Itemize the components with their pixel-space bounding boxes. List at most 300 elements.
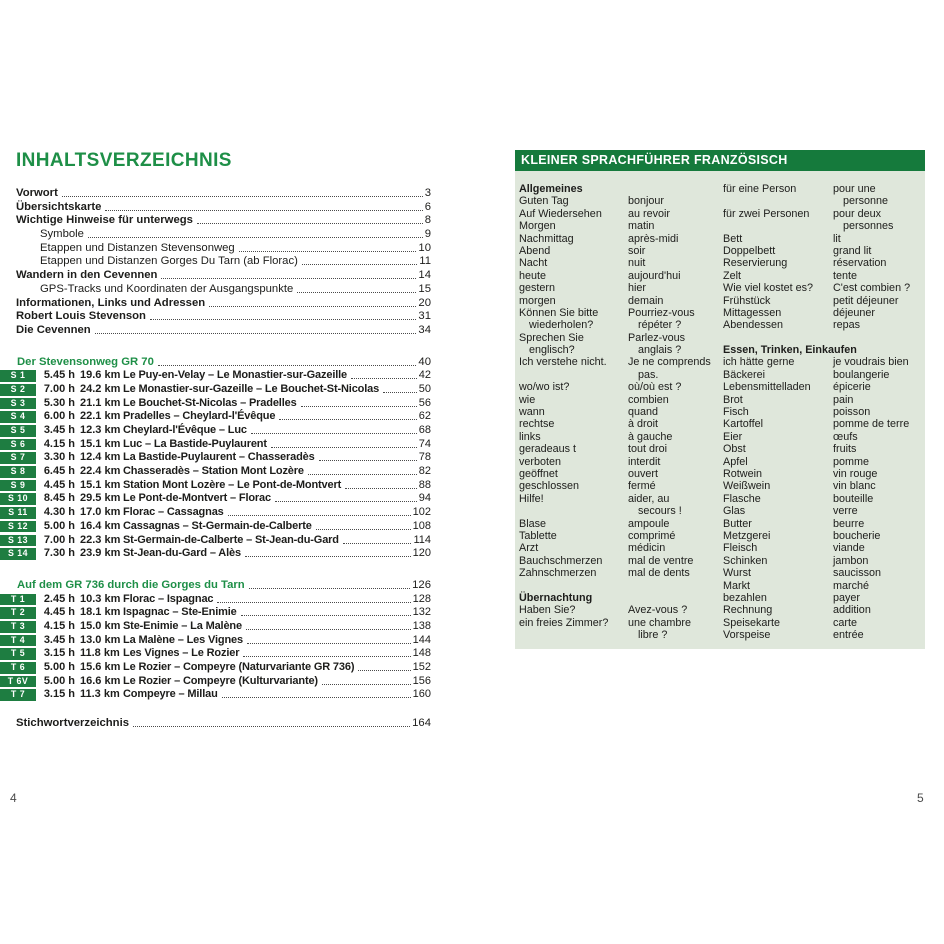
phrase-french: viande — [833, 542, 865, 555]
stage-row — [0, 451, 431, 465]
phrase-french: matin — [628, 220, 655, 233]
phrase-french: soir — [628, 244, 646, 257]
toc-entry-page: 3 — [424, 187, 431, 199]
stage-time: 2.45 h — [43, 592, 75, 605]
phrase-french: déjeuner — [833, 306, 876, 319]
phrase-german: geöffnet — [519, 467, 558, 480]
phrase-german: Hilfe! — [519, 492, 544, 505]
stage-time: 4.15 h — [43, 437, 75, 450]
stage-row — [0, 506, 431, 520]
phrase-german — [519, 369, 628, 381]
stage-distance: 15.1 km — [80, 478, 121, 491]
stage-page: 50 — [418, 382, 431, 395]
phrase-french: comprimé — [628, 529, 676, 542]
phrase-french: pour deux — [833, 207, 882, 220]
dot-leader — [150, 310, 416, 320]
stage-distance: 23.9 km — [80, 547, 121, 560]
stage-row — [0, 634, 431, 648]
stage-distance: 19.6 km — [80, 369, 121, 382]
phrase-row — [519, 542, 723, 554]
phrase-german: für zwei Personen — [723, 207, 810, 220]
phrase-row — [519, 183, 723, 195]
phrase-german: bezahlen — [723, 591, 767, 604]
dot-leader — [271, 438, 417, 448]
phrase-row — [723, 332, 925, 344]
phrase-french: ampoule — [628, 517, 670, 530]
phrase-french: poisson — [833, 406, 871, 419]
dot-leader — [308, 465, 417, 475]
phrase-row — [723, 220, 925, 232]
phrase-german: Haben Sie? — [519, 604, 576, 617]
phrase-german: Frühstück — [723, 294, 771, 307]
toc-entry-label: Etappen und Distanzen Gorges Du Tarn (ab Florac) — [40, 255, 298, 268]
stage-page: 108 — [412, 519, 431, 532]
phrase-german: Blase — [519, 517, 547, 530]
stage-route: La Bastide-Puylaurent – Chasseradès — [123, 451, 315, 464]
phrase-french: médicin — [628, 542, 666, 555]
phrase-row — [519, 493, 723, 505]
phrase-german: Auf Wiedersehen — [519, 207, 602, 220]
phrase-french: pomme — [833, 455, 870, 468]
dot-leader — [275, 492, 417, 502]
phrase-french: pain — [833, 393, 854, 406]
phrase-german: Markt — [723, 579, 750, 592]
phrase-french: quand — [628, 406, 659, 419]
phrase-french: pas. — [638, 368, 659, 381]
phrase-row — [519, 257, 723, 269]
phrase-row — [519, 394, 723, 406]
phrase-row — [519, 270, 723, 282]
stage-route: St-Germain-de-Calberte – St-Jean-du-Gard — [123, 533, 339, 546]
phrase-row — [723, 542, 925, 554]
phrase-french: une chambre — [628, 616, 692, 629]
phrase-row — [723, 208, 925, 220]
phrase-french: jambon — [833, 554, 869, 567]
phrase-german: Allgemeines — [519, 183, 583, 195]
stage-badge: T 1 — [0, 594, 36, 606]
stage-time: 3.30 h — [43, 451, 75, 464]
dot-leader — [197, 214, 423, 224]
dot-leader — [245, 547, 411, 557]
stage-page: 138 — [412, 619, 431, 632]
stage-route: Pradelles – Cheylard-l'Évêque — [123, 410, 276, 423]
toc-index-entry — [0, 717, 431, 731]
phrase-german: Metzgerei — [723, 529, 771, 542]
stage-page: 42 — [418, 369, 431, 382]
toc-entry — [0, 283, 431, 297]
phrase-german: Lebensmittelladen — [723, 381, 811, 394]
phrase-german: Zahnschmerzen — [519, 567, 597, 580]
toc-entry — [0, 201, 431, 215]
section-stages — [0, 593, 431, 703]
stage-badge: T 7 — [0, 689, 36, 701]
phrase-row — [723, 295, 925, 307]
stage-distance: 17.0 km — [80, 506, 121, 519]
phrase-german: Essen, Trinken, Einkaufen — [723, 344, 857, 357]
phrase-german: Glas — [723, 505, 746, 518]
phrase-german: Reservierung — [723, 257, 788, 270]
phrase-french: vin rouge — [833, 467, 878, 480]
stage-route: Luc – La Bastide-Puylaurent — [123, 437, 267, 450]
phrase-french: bonjour — [628, 195, 665, 208]
stage-row — [0, 593, 431, 607]
phrase-row — [723, 443, 925, 455]
dot-leader — [95, 324, 417, 334]
stage-row — [0, 465, 431, 479]
stage-page: 56 — [418, 396, 431, 409]
phrase-row — [519, 530, 723, 542]
stage-distance: 15.1 km — [80, 437, 121, 450]
toc-entry — [0, 228, 431, 242]
phrase-german: Schinken — [723, 554, 768, 567]
phrase-german: Brot — [723, 393, 743, 406]
stage-badge: S 1 — [0, 370, 36, 382]
phrase-german — [519, 505, 628, 517]
stage-badge: S 4 — [0, 411, 36, 423]
stage-page: 78 — [418, 451, 431, 464]
stage-badge: S 2 — [0, 384, 36, 396]
stage-row — [0, 661, 431, 675]
toc-title: INHALTSVERZEICHNIS — [16, 150, 232, 171]
stage-time: 8.45 h — [43, 492, 75, 505]
toc-entry-label: Symbole — [40, 228, 84, 241]
dot-leader — [345, 479, 417, 489]
phrase-french: pomme de terre — [833, 418, 910, 431]
phrase-german: Bett — [723, 232, 743, 245]
phrase-german: wann — [519, 406, 545, 419]
phrase-french: Avez-vous ? — [628, 604, 688, 617]
stage-route: Le Rozier – Compeyre (Naturvariante GR 736) — [123, 661, 355, 673]
phrase-row — [723, 580, 925, 592]
phrase-german: Nacht — [519, 257, 548, 270]
phrase-row — [723, 319, 925, 331]
stage-row — [0, 606, 431, 620]
section-heading-page: 126 — [412, 578, 431, 591]
toc-entry-page: 15 — [418, 282, 431, 295]
phrase-row — [723, 518, 925, 530]
dot-leader — [316, 520, 411, 530]
phrase-german: Mittagessen — [723, 306, 782, 319]
phrase-row — [519, 443, 723, 455]
phrase-german — [723, 220, 833, 232]
section-heading-label: Der Stevensonweg GR 70 — [17, 355, 154, 368]
stage-distance: 11.3 km — [80, 688, 120, 701]
phrase-german: Doppelbett — [723, 244, 776, 257]
phrase-french: Pourriez-vous — [628, 306, 695, 319]
toc-entry — [0, 242, 431, 256]
dot-leader — [222, 688, 411, 698]
phrase-french: boucherie — [833, 529, 881, 542]
stage-distance: 22.1 km — [80, 410, 121, 423]
toc-entry-page: 31 — [418, 310, 431, 323]
phrase-french: nuit — [628, 257, 646, 270]
stage-distance: 12.3 km — [80, 424, 121, 436]
phrase-german: Abend — [519, 244, 551, 257]
phrase-french: C'est combien ? — [833, 282, 911, 295]
toc-entry — [0, 214, 431, 228]
stage-badge: S 13 — [0, 535, 36, 547]
stage-distance: 11.8 km — [80, 647, 120, 660]
phrase-row — [519, 567, 723, 579]
phrase-row — [519, 344, 723, 356]
phrase-german: Übernachtung — [519, 591, 593, 604]
phrase-german — [723, 332, 833, 344]
phrase-row — [723, 418, 925, 430]
phrase-german: Morgen — [519, 220, 556, 233]
stage-badge: T 2 — [0, 607, 36, 619]
phrase-german: Fisch — [723, 406, 749, 419]
phrase-row — [723, 245, 925, 257]
dot-leader — [358, 661, 410, 671]
stage-distance: 16.6 km — [80, 674, 121, 687]
stage-distance: 13.0 km — [80, 633, 121, 646]
stage-route: Le Pont-de-Montvert – Florac — [123, 492, 271, 505]
phrase-german: links — [519, 430, 541, 443]
stage-distance: 29.5 km — [80, 492, 121, 505]
dot-leader — [302, 255, 417, 265]
stage-route: Florac – Cassagnas — [123, 506, 224, 519]
stage-distance: 15.6 km — [80, 661, 121, 673]
dot-leader — [319, 451, 417, 461]
dot-leader — [239, 242, 417, 252]
toc-sections — [0, 356, 431, 703]
stage-badge: S 3 — [0, 398, 36, 410]
stage-distance: 15.0 km — [80, 619, 121, 632]
stage-time: 4.15 h — [43, 619, 75, 632]
stage-badge: T 5 — [0, 648, 36, 660]
phrase-row — [723, 567, 925, 579]
phrase-german: rechtse — [519, 418, 555, 431]
stage-time: 3.45 h — [43, 424, 75, 436]
phrase-french: demain — [628, 294, 664, 307]
stage-page: 68 — [418, 424, 431, 436]
phrase-row — [519, 356, 723, 368]
phrase-german: für eine Person — [723, 183, 797, 195]
phrase-french: pour une — [833, 183, 876, 195]
page-number-left: 4 — [10, 791, 17, 805]
stage-time: 4.45 h — [43, 478, 75, 491]
phrase-row — [519, 233, 723, 245]
phrase-row — [519, 381, 723, 393]
stage-time: 5.45 h — [43, 369, 75, 382]
phrase-row — [723, 592, 925, 604]
stage-badge: S 12 — [0, 521, 36, 533]
toc-entry — [0, 255, 431, 269]
phrase-row — [723, 505, 925, 517]
stage-page: 156 — [412, 674, 431, 687]
dot-leader — [217, 593, 410, 603]
phrase-row — [519, 555, 723, 567]
phrase-french: ouvert — [628, 467, 659, 480]
phrase-row — [723, 493, 925, 505]
stage-row — [0, 547, 431, 561]
stage-time: 5.00 h — [43, 661, 75, 673]
phrase-german: Nachmittag — [519, 232, 574, 245]
phrase-row — [723, 183, 925, 195]
phrase-row — [519, 456, 723, 468]
stage-route: Compeyre – Millau — [123, 688, 218, 701]
phrase-row — [519, 406, 723, 418]
phrase-french: payer — [833, 591, 861, 604]
toc-entry-page: 34 — [418, 323, 431, 336]
toc-entry-label: Wichtige Hinweise für unterwegs — [16, 214, 193, 227]
stage-distance: 18.1 km — [80, 606, 121, 619]
phrase-row — [723, 270, 925, 282]
phrase-row — [519, 369, 723, 381]
stage-time: 3.45 h — [43, 633, 75, 646]
stage-distance: 22.4 km — [80, 465, 121, 478]
phrase-german — [723, 195, 833, 207]
phrase-row — [723, 604, 925, 616]
phrase-row — [723, 555, 925, 567]
phrase-german: Speisekarte — [723, 616, 781, 629]
section-heading-label: Auf dem GR 736 durch die Gorges du Tarn — [17, 578, 245, 591]
phrase-german: wie — [519, 393, 536, 406]
phrase-french: grand lit — [833, 244, 872, 257]
page-number-right: 5 — [917, 791, 924, 805]
dot-leader — [297, 283, 416, 293]
stage-badge: T 4 — [0, 635, 36, 647]
dot-leader — [251, 424, 417, 434]
stage-row — [0, 383, 431, 397]
phrase-german: heute — [519, 269, 547, 282]
phrase-row — [723, 468, 925, 480]
stage-badge: S 5 — [0, 425, 36, 437]
phrase-french: mal de ventre — [628, 554, 694, 567]
stage-route: Station Mont Lozère – Le Pont-de-Montvert — [123, 478, 342, 491]
stage-row — [0, 520, 431, 534]
stage-row — [0, 492, 431, 506]
toc-entry — [0, 187, 431, 201]
phrase-french: répéter ? — [638, 319, 682, 332]
phrase-german: wo/wo ist? — [519, 381, 570, 394]
phrase-french: carte — [833, 616, 858, 629]
phrase-row — [723, 431, 925, 443]
phrase-german: Ich verstehe nicht. — [519, 356, 607, 369]
phrase-german: Können Sie bitte — [519, 306, 599, 319]
stage-page: 128 — [412, 592, 431, 605]
toc-entry-page: 11 — [419, 255, 431, 268]
dot-leader — [343, 534, 412, 544]
stage-route: Le Puy-en-Velay – Le Monastier-sur-Gazeille — [123, 369, 348, 382]
phrase-german: Eier — [723, 430, 743, 443]
stage-row — [0, 620, 431, 634]
stage-page: 62 — [418, 410, 431, 423]
toc-index-page: 164 — [412, 717, 431, 730]
phrase-french: vin blanc — [833, 480, 876, 493]
toc-entry-page: 20 — [418, 296, 431, 309]
toc-entry — [0, 297, 431, 311]
phrase-french: après-midi — [628, 232, 679, 245]
stage-route: Cassagnas – St-Germain-de-Calberte — [123, 519, 312, 532]
stage-time: 6.45 h — [43, 465, 75, 478]
phrase-german: Rechnung — [723, 604, 773, 617]
phrase-french: hier — [628, 282, 647, 295]
dot-leader — [62, 187, 423, 197]
section-heading — [0, 579, 431, 593]
toc-entry-label: Vorwort — [16, 187, 58, 199]
toc-entry — [0, 310, 431, 324]
phrase-french: saucisson — [833, 567, 882, 580]
phrase-row — [519, 307, 723, 319]
phrase-row — [519, 319, 723, 331]
phrase-german: Bäckerei — [723, 368, 766, 381]
phrase-french: entrée — [833, 629, 864, 642]
stage-badge: T 3 — [0, 621, 36, 633]
phrase-german: Rotwein — [723, 467, 763, 480]
dot-leader — [301, 397, 417, 407]
phrase-row — [519, 295, 723, 307]
dot-leader — [241, 606, 411, 616]
toc-entry — [0, 324, 431, 338]
dot-leader — [383, 383, 417, 393]
phrase-german: wiederholen? — [529, 319, 594, 332]
dot-leader — [243, 647, 410, 657]
phrase-row — [519, 617, 723, 629]
phrase-german: Apfel — [723, 455, 748, 468]
dot-leader — [209, 297, 416, 307]
phrase-row — [519, 282, 723, 294]
phrase-french: tout droi — [628, 443, 668, 456]
stage-badge: S 11 — [0, 507, 36, 519]
section-heading — [0, 356, 431, 370]
stage-row — [0, 397, 431, 411]
phrase-german: ein freies Zimmer? — [519, 616, 609, 629]
phrase-french: combien — [628, 393, 669, 406]
stage-page: 132 — [412, 606, 431, 619]
stage-distance: 16.4 km — [80, 519, 121, 532]
phrase-row — [723, 406, 925, 418]
phrase-german: Zelt — [723, 269, 741, 282]
toc-entry-label: Die Cevennen — [16, 323, 91, 336]
stage-row — [0, 410, 431, 424]
dot-leader — [249, 579, 410, 589]
phrase-german: Abendessen — [723, 319, 784, 332]
stage-page: 148 — [412, 647, 431, 660]
phrase-row — [519, 208, 723, 220]
phrase-french: où/où est ? — [628, 381, 682, 394]
toc-entry-page: 14 — [418, 269, 431, 282]
phrase-row — [519, 332, 723, 344]
stage-badge: S 10 — [0, 493, 36, 505]
dot-leader — [105, 201, 422, 211]
phrase-row — [723, 617, 925, 629]
phrase-french: boulangerie — [833, 368, 890, 381]
stage-route: Le Bouchet-St-Nicolas – Pradelles — [123, 396, 297, 409]
toc-entry-label: Informationen, Links und Adressen — [16, 296, 206, 309]
phrase-german: Butter — [723, 517, 752, 530]
section-stages — [0, 369, 431, 561]
stage-page: 74 — [418, 437, 431, 450]
phrase-row — [723, 307, 925, 319]
stage-badge: T 6V — [0, 676, 36, 688]
dot-leader — [88, 228, 423, 238]
stage-distance: 24.2 km — [80, 382, 121, 395]
phrase-french: libre ? — [638, 629, 668, 642]
stage-route: Les Vignes – Le Rozier — [123, 647, 240, 660]
dot-leader — [351, 369, 417, 379]
phrase-row — [519, 195, 723, 207]
phrase-german: Flasche — [723, 492, 761, 505]
stage-badge: S 7 — [0, 452, 36, 464]
stage-time: 7.00 h — [43, 382, 75, 395]
toc-entry-label: GPS-Tracks und Koordinaten der Ausgangspunkte — [40, 282, 294, 295]
stage-route: Cheylard-l'Évêque – Luc — [123, 424, 247, 436]
stage-time: 3.15 h — [43, 647, 75, 660]
stage-page: 114 — [413, 533, 431, 546]
phrase-french: au revoir — [628, 207, 671, 220]
phrase-row — [519, 505, 723, 517]
